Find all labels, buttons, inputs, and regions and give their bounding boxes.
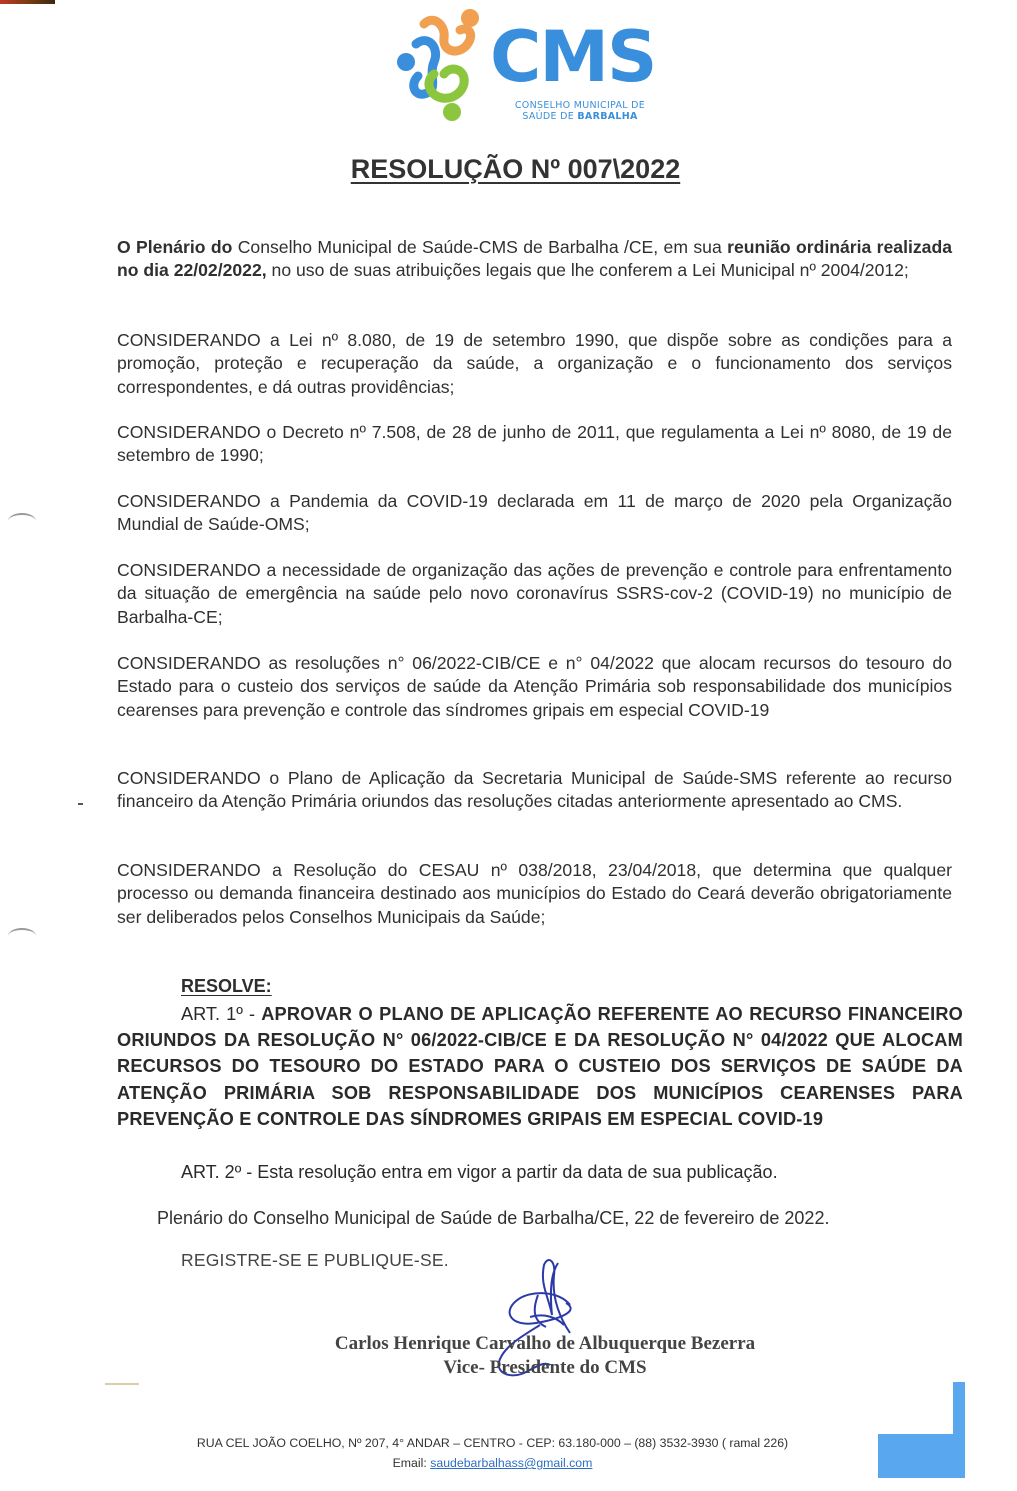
logo-subtitle-line1: CONSELHO MUNICIPAL DE — [514, 100, 646, 111]
signer-name: Carlos Henrique Carvalho de Albuquerque Bezerra — [334, 1333, 756, 1354]
article-1 — [117, 1001, 963, 1132]
consideration-paragraph: CONSIDERANDO a necessidade de organização das ações de prevenção e controle para enfrentamento da situação de emergência na saúde pelo novo coronavírus SSRS-cov-2 (COVID-19) no município de Barbalha-CE; — [117, 560, 952, 627]
scan-mark-top-left — [0, 0, 55, 4]
preamble-bold-1: O Plenário do — [117, 237, 233, 257]
consideration-paragraph: CONSIDERANDO as resoluções n° 06/2022-CIB/CE e n° 04/2022 que alocam recursos do tesouro do Estado para o custeio dos serviços de saúde da Atenção Primária sob responsabilidade dos municípios cearenses para prevenção e controle das síndromes gripais em especial COVID-19 — [117, 653, 952, 720]
preamble-text-2: no uso de suas atribuições legais que lhe conferem a Lei Municipal nº 2004/2012; — [266, 260, 909, 281]
scan-speck — [78, 803, 83, 805]
cms-logo-emblem-icon — [394, 4, 494, 126]
article-1-prefix: ART. 1º - — [181, 1004, 262, 1024]
resolution-number: RESOLUÇÃO Nº 007\2022 — [350, 154, 681, 184]
logo-wordmark: CMS — [490, 16, 656, 98]
page-title — [0, 154, 1017, 185]
logo-subtitle — [500, 100, 660, 122]
scan-mark-left — [105, 1383, 139, 1385]
email-link[interactable]: saudebarbalhass@gmail.com — [430, 1456, 593, 1470]
punch-hole-mark — [8, 513, 36, 529]
consideration-paragraph: CONSIDERANDO o Decreto nº 7.508, de 28 de junho de 2011, que regulamenta a Lei nº 8080, de 19 de setembro de 1990; — [117, 422, 952, 466]
logo-subtitle-city: BARBALHA — [577, 111, 638, 122]
footer-address: RUA CEL JOÃO COELHO, Nº 207, 4° ANDAR – CENTRO - CEP: 63.180-000 – (88) 3532-3930 ( ramal 226) — [196, 1436, 789, 1450]
logo-subtitle-line2 — [500, 111, 660, 122]
cms-logo — [394, 4, 674, 126]
article-2: ART. 2º - Esta resolução entra em vigor a partir da data de sua publicação. — [181, 1162, 778, 1182]
consideration-paragraph: CONSIDERANDO a Lei nº 8.080, de 19 de setembro 1990, que dispõe sobre as condições para a promoção, proteção e recuperação da saúde, a organização e o funcionamento dos serviços correspondentes, e dá outras providências; — [117, 330, 952, 397]
email-label: Email: — [392, 1456, 431, 1470]
footer-email-line — [0, 1456, 985, 1470]
preamble-text-1: Conselho Municipal de Saúde-CMS de Barbalha /CE, em sua — [232, 237, 728, 257]
logo-subtitle-prefix: SAÚDE DE — [522, 111, 578, 122]
signer-role: Vice- Presidente do CMS — [443, 1357, 647, 1378]
consideration-paragraph: CONSIDERANDO o Plano de Aplicação da Secretaria Municipal de Saúde-SMS referente ao recurso financeiro da Atenção Primária oriundos das resoluções citadas anteriormente apresentado ao CMS. — [117, 768, 952, 812]
closing-place-date: Plenário do Conselho Municipal de Saúde de Barbalha/CE, 22 de fevereiro de 2022. — [157, 1208, 830, 1228]
article-1-text: APROVAR O PLANO DE APLICAÇÃO REFERENTE AO RECURSO FINANCEIRO ORIUNDOS DA RESOLUÇÃO N° 06/2022-CIB/CE E DA RESOLUÇÃO N° 04/2022 QUE ALOCAM RECURSOS DO TESOURO DO ESTADO PARA O CUSTEIO DOS SERVIÇOS DE SAÚDE DA ATENÇÃO PRIMÁRIA SOB RESPONSABILIDADE DOS MUNICÍPIOS CEARENSES PARA PREVENÇÃO E CONTROLE DAS SÍNDROMES GRIPAIS EM ESPECIAL COVID-19 — [117, 1004, 964, 1129]
preamble-paragraph — [117, 236, 952, 283]
register-publish-note: REGISTRE-SE E PUBLIQUE-SE. — [181, 1250, 449, 1270]
punch-hole-mark — [8, 928, 36, 944]
consideration-paragraph: CONSIDERANDO a Pandemia da COVID-19 declarada em 11 de março de 2020 pela Organização Mundial de Saúde-OMS; — [117, 491, 952, 535]
resolve-heading: RESOLVE: — [181, 976, 272, 996]
consideration-paragraph: CONSIDERANDO a Resolução do CESAU nº 038/2018, 23/04/2018, que determina que qualquer processo ou demanda financeira destinado aos municípios do Estado do Ceará deverão obrigatoriamente ser deliberados pelos Conselhos Municipais da Saúde; — [117, 860, 952, 927]
preamble-bold-2: reunião ordinária realizada no dia 22/02/2022, — [117, 237, 952, 281]
